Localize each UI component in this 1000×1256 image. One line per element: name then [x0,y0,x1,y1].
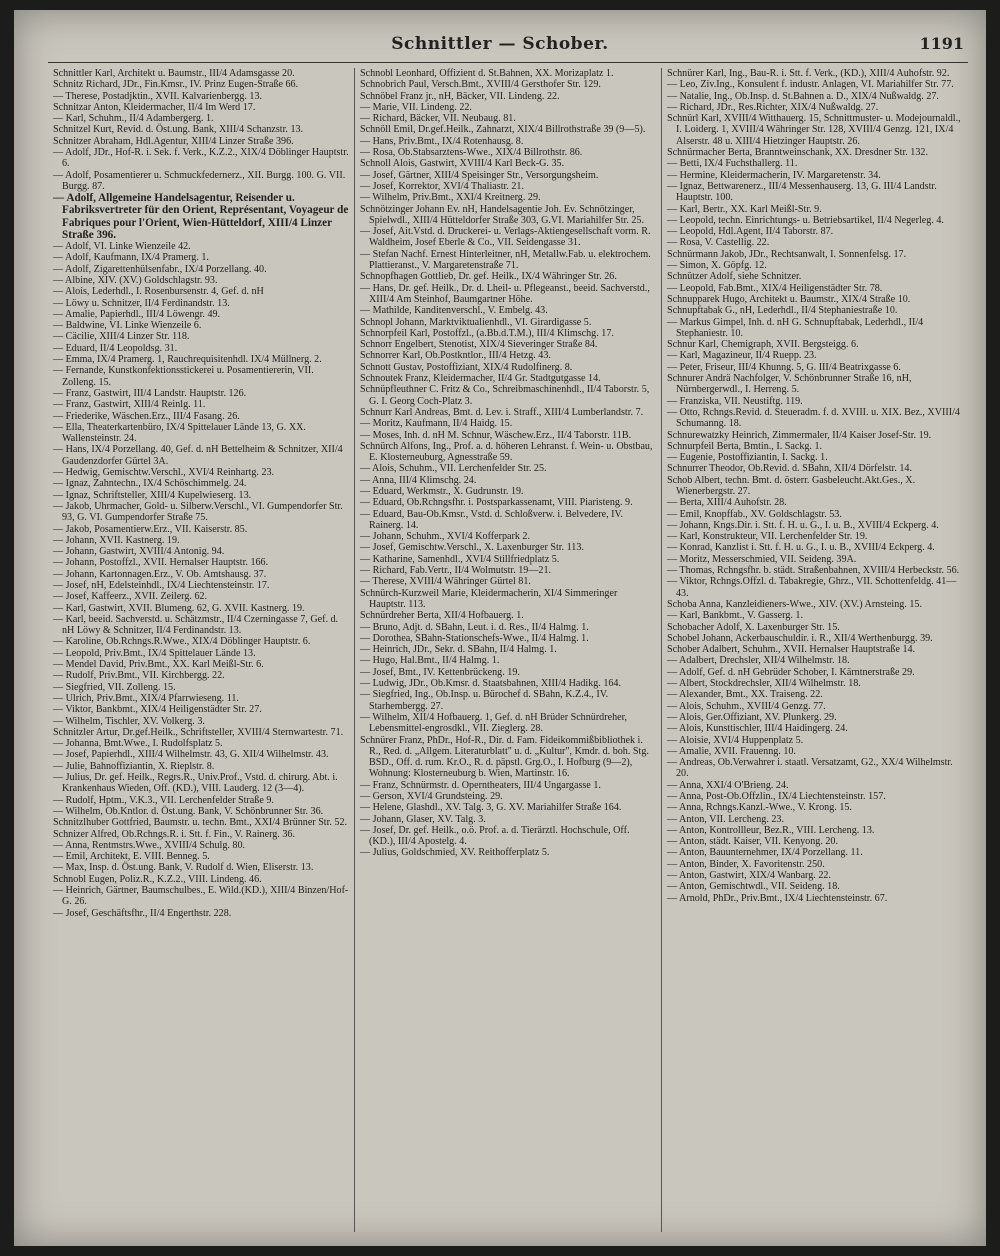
directory-entry: — Heinrich, JDr., Sekr. d. SBahn, II/4 Halmg. 1. [360,644,557,656]
directory-entry: — Alexander, Bmt., XX. Traiseng. 22. [667,689,823,701]
directory-entry: — Hans, IX/4 Porzellang. 40, Gef. d. nH Bettelheim & Schnitzer, XII/4 Gaudenzdorfer Gürtel 3A. [53,444,343,467]
directory-entry: — Josef, Geschäftsfhr., II/4 Engerthstr. 228. [53,907,232,919]
directory-entry: — Marie, VII. Lindeng. 22. [360,101,472,113]
directory-entry: — Cäcilie, XIII/4 Linzer Str. 118. [53,331,190,343]
directory-entry: — Karl, Bertr., XX. Karl Meißl-Str. 9. [667,203,822,215]
directory-entry: — Therese, XVIII/4 Währinger Gürtel 81. [360,576,531,588]
directory-entry: — Friederike, Wäschen.Erz., III/4 Fasang. 26. [53,410,240,422]
directory-entry: — Karoline, Ob.Rchngs.R.Wwe., XIX/4 Döblinger Hauptstr. 6. [53,636,311,648]
directory-entry: — Alois, Kunsttischler, III/4 Haidingerg. 24. [667,723,848,735]
directory-entry: — Anton, Gastwirt, XIX/4 Wanbarg. 22. [667,870,831,882]
directory-entry: — Wilhelm, Ob.Kntlor. d. Öst.ung. Bank, V. Schönbrunner Str. 36. [53,805,324,817]
directory-entry: Schnizer Alfred, Ob.Rchngs.R. i. Stt. f. Fin., V. Rainerg. 36. [53,828,295,840]
directory-entry: Schnützer Adolf, siehe Schnitzer. [667,271,802,283]
directory-entry: Schnurer Andrä Nachfolger, V. Schönbrunner Straße 16, nH, Nürnbergerwdl., I. Herreng. 5. [667,373,912,396]
directory-entry: Schnötzinger Johann Ev. nH, Handelsagentie Joh. Ev. Schnötzinger, Spielwdl., XIII/4 Hütteldorfer Straße 303, G.VI. Mariahilfer Str. 25. [360,203,644,226]
directory-entry: — Amalie, Papierhdl., III/4 Löwengr. 49. [53,308,221,320]
directory-entry: — Moritz, Kaufmann, II/4 Haidg. 15. [360,418,513,430]
directory-entry: — Ignaz, Schriftsteller, XIII/4 Kupelwieserg. 13. [53,489,252,501]
directory-entry: — Richard, Fab.Vertr., II/4 Wolmutstr. 19—21. [360,565,552,577]
directory-entry: — Adolf, VI. Linke Wienzeile 42. [53,241,191,253]
directory-entry: — Helene, Glashdl., XV. Talg. 3, G. XV. Mariahilfer Straße 164. [360,802,622,814]
directory-entry: Schnopfhagen Gottlieb, Dr. gef. Heilk., IX/4 Währinger Str. 26. [360,271,617,283]
directory-entry: — Ulrich, Priv.Bmt., XIX/4 Pfarrwieseng. 11. [53,692,239,704]
directory-entry: — Leopold, Fab.Bmt., XIX/4 Heiligenstädter Str. 78. [667,282,883,294]
directory-entry: — Dorothea, SBahn-Stationschefs-Wwe., II/4 Halmg. 1. [360,632,589,644]
directory-entry: — Thomas, Rchngsfhr. b. städt. Straßenbahnen, XVIII/4 Herbeckstr. 56. [667,565,960,577]
directory-entry: — Albert, Stockdrechsler, XII/4 Wilhelmstr. 18. [667,678,861,690]
directory-entry: — Wilhelm, XII/4 Hofbauerg. 1, Gef. d. nH Brüder Schnürdreher, Lebensmittel-engrosdkl., VII. Zieglerg. 28. [360,711,628,735]
page-header [14,34,986,64]
directory-entry: — Johann, Kngs.Dir. i. Stt. f. H. u. G., I. u. B., XVIII/4 Eckperg. 4. [667,519,939,531]
header-rule [48,62,968,63]
directory-entry: — Siegfried, VII. Zolleng. 15. [53,681,176,693]
directory-entry: Schnobl Eugen, Poliz.R., K.Z.2., VIII. Lindeng. 46. [53,873,262,885]
directory-entry: — Anton, Binder, X. Favoritenstr. 250. [667,858,825,870]
directory-entry: Schnupparek Hugo, Architekt u. Baumstr., XIX/4 Straße 10. [667,293,911,305]
directory-entry: — Therese, Postadjktin., XVII. Kalvarienbergg. 13. [53,90,263,102]
column-1 [48,68,355,1232]
directory-entry: Schnobl Leonhard, Offizient d. St.Bahnen, XX. Morizaplatz 1. [360,68,614,79]
directory-entry: — Hans, Dr. gef. Heilk., Dr. d. Lheil- u. Pflegeanst., beeid. Sachverstd., XIII/4 Am Steinhof, Baumgartner Höhe. [360,282,650,305]
directory-entry: — Hedwig, Gemischtw.Verschl., XVI/4 Reinhartg. 23. [53,467,275,479]
directory-entry: Schnitzel Kurt, Revid. d. Öst.ung. Bank, XIII/4 Schanzstr. 13. [53,124,304,136]
directory-entry: — Löwy u. Schnitzer, II/4 Ferdinandstr. 13. [53,297,230,309]
directory-entry: — Wilhelm, Priv.Bmt., XXI/4 Kreitnerg. 29. [360,192,541,204]
directory-entry: — Alois, Lederhdl., I. Rosenbursenstr. 4, Gef. d. nH [53,286,264,298]
directory-entry: — Baldwine, VI. Linke Wienzeile 6. [53,320,202,332]
directory-entry: Schoba Anna, Kanzleidieners-Wwe., XIV. (XV.) Arnsteing. 15. [667,598,922,610]
directory-entry: — Rudolf, Hptm., V.K.3., VII. Lerchenfelder Straße 9. [53,794,274,806]
directory-entry: — Josef, Gemischtw.Verschl., X. Laxenburger Str. 113. [360,542,584,554]
directory-entry: — Johann, Postoffzl., XVII. Hernalser Hauptstr. 166. [53,557,269,569]
directory-entry: — Ignaz, Bettwarenerz., III/4 Messenhauserg. 13, G. III/4 Landstr. Hauptstr. 100. [667,180,937,204]
directory-entry: — Johanna, Bmt.Wwe., I. Rudolfsplatz 5. [53,738,223,750]
directory-entry: — Johann, Kartonnagen.Erz., V. Ob. Amtshausg. 37. [53,568,267,580]
directory-entry: — Ludwig, JDr., Ob.Kmsr. d. Staatsbahnen, XIII/4 Hadikg. 164. [360,678,622,690]
directory-entry: — Emil, Architekt, E. VIII. Benneg. 5. [53,851,210,863]
directory-entry: — Johann, XVII. Kastnerg. 19. [53,534,180,546]
directory-entry: Schnitzler Artur, Dr.gef.Heilk., Schriftsteller, XVIII/4 Sternwartestr. 71. [53,726,344,738]
directory-entry: — Anton, VII. Lercheng. 23. [667,813,784,825]
directory-entry: — Amalie, XVII. Frauenng. 10. [667,745,796,757]
directory-entry: Schnur Karl, Chemigraph, XVII. Bergsteigg. 6. [667,339,859,351]
directory-entry: Schnürl Karl, XVIII/4 Witthauerg. 15, Schnittmuster- u. Modejournaldl., I. Loiderg. 1, XVIII/4 Währinger Str. 128, XVIII/4 Genzg. 121, IX/4 Alserstr. 48 u. XIII/4 Hietzinger Hauptstr. 26. [667,113,961,147]
directory-entry: Schnöbel Franz jr., nH, Bäcker, VII. Lindeng. 22. [360,90,560,102]
directory-entry: — Adalbert, Drechsler, XII/4 Wilhelmstr. 18. [667,655,850,667]
directory-entry: Schnopl Johann, Marktviktualienhdl., VI. Girardigasse 5. [360,316,592,328]
directory-entry: Schnorr Engelbert, Stenotist, XIX/4 Sieveringer Straße 84. [360,339,598,351]
directory-entry: — Johann, Schuhm., XVI/4 Kofferpark 2. [360,531,530,543]
directory-entry: — Leo, Ziv.Ing., Konsulent f. industr. Anlagen, VI. Mariahilfer Str. 77. [667,79,954,91]
directory-entry: Schnürmacher Berta, Branntweinschank, XX. Dresdner Str. 132. [667,147,928,159]
directory-entry: — Mendel David, Priv.Bmt., XX. Karl Meißl-Str. 6. [53,659,264,671]
directory-entry: Schnürdreher Berta, XII/4 Hofbauerg. 1. [360,610,524,622]
directory-entry: — Richard, Bäcker, VII. Neubaug. 81. [360,113,516,125]
directory-entry: — Karl, Gastwirt, XVII. Blumeng. 62, G. XVII. Kastnerg. 19. [53,602,305,614]
directory-entry: — Eduard, Bau-Ob.Kmsr., Vstd. d. Schloßverw. i. Belvedere, IV. Rainerg. 14. [360,508,624,531]
directory-entry: Schob Albert, techn. Bmt. d. österr. Gasbeleucht.Akt.Ges., X. Wienerbergstr. 27. [667,474,916,497]
directory-entry: — Adolf, Posamentierer u. Schmuckfedernerz., XII. Burgg. 100. G. VII. Burgg. 87. [53,169,346,192]
directory-entry: — Josef, Bmt., IV. Kettenbrückeng. 19. [360,666,520,678]
directory-entry: — Otto, Rchngs.Revid. d. Steueradm. f. d. XVIII. u. XIX. Bez., XVIII/4 Schumanng. 18. [667,406,960,430]
directory-entry: — Hugo, Hal.Bmt., II/4 Halmg. 1. [360,655,500,667]
directory-entry: — Anna, Rentmstrs.Wwe., XVIII/4 Schulg. 80. [53,839,246,851]
directory-entry: — Richard, JDr., Res.Richter, XIX/4 Nußwaldg. 27. [667,101,879,113]
directory-entry: — Adolf, Kaufmann, IX/4 Pramerg. 1. [53,252,209,264]
directory-entry: Schnürch-Kurzweil Marie, Kleidermacherin, XI/4 Simmeringer Hauptstr. 113. [360,587,618,610]
directory-entry: — Stefan Nachf. Ernest Hinterleitner, nH, Metallw.Fab. u. elektrochem. Plattieranst., V. Margaretenstraße 71. [360,248,651,272]
directory-entry: — Anna, Post-Ob.Offzlin., IX/4 Liechtensteinstr. 157. [667,791,886,802]
directory-entry: Schnüpfleuthner C. Fritz & Co., Schreibmaschinenhdl., II/4 Taborstr. 5, G. I. Georg Coch-Platz 3. [360,384,650,407]
directory-entry: Schnurpfeil Berta, Bmtin., I. Sackg. 1. [667,440,823,452]
directory-entry: — Josef, Papierhdl., XIII/4 Wilhelmstr. 43, G. XII/4 Wilhelmstr. 43. [53,749,329,761]
directory-entry: — Anton, Bauunternehmer, IX/4 Porzellang. 11. [667,847,863,859]
directory-page [14,10,986,1246]
column-3 [662,68,968,1232]
directory-entry: — Anna, Rchngs.Kanzl.-Wwe., V. Krong. 15. [667,802,852,814]
directory-entry: — Jakob, Posamentierw.Erz., VII. Kaiserstr. 85. [53,523,248,535]
directory-entry: — Alois, Ger.Offiziant, XV. Plunkerg. 29. [667,711,837,723]
directory-entry: Schnürer Franz, PhDr., Hof-R., Dir. d. Fam. Fideikommißbibliothek i. R., Red. d. „Allgem. Literaturblatt" u. d. „Kultur", Kmdr. d. boh. Stg. BSD., Off. d. rum. Kr.O., R. d. päpstl. Grg.O., I. Hofburg (9—2), Wohnung: Klosterneuburg b. Wien, Martinstr. 16. [360,734,649,780]
column-2 [355,68,662,1232]
directory-entry: Schnupftabak G., nH, Lederhdl., II/4 Stephaniestraße 10. [667,305,898,317]
directory-entry: — Siegfried, Ing., Ob.Insp. u. Bürochef d. SBahn, K.Z.4., IV. Starhembergg. 27. [360,689,609,712]
directory-entry: — Josef, Ait.Vstd. d. Druckerei- u. Verlags-Aktiengesellschaft vorm. R. Waldheim, Josef Eberle & Co., VII. Seidengasse 31. [360,226,651,249]
directory-entry: Schobel Johann, Ackerbauschuldir. i. R., XII/4 Werthenburgg. 39. [667,632,933,644]
directory-entry: — Emil, Knopffab., XV. Goldschlagstr. 53. [667,508,842,520]
directory-entry: — Moses, Inh. d. nH M. Schnur, Wäschew.Erz., II/4 Taborstr. 11B. [360,429,632,441]
directory-columns [48,68,968,1232]
directory-entry: — Peter, Friseur, III/4 Khunng. 5, G. III/4 Beatrixgasse 6. [667,361,901,373]
directory-entry: — Leopold, Hdl.Agent, II/4 Taborstr. 87. [667,226,834,238]
directory-entry: Schnittler Karl, Architekt u. Baumstr., III/4 Adamsgasse 20. [53,68,295,79]
directory-entry: Schnorrer Karl, Ob.Postkntlor., III/4 Hetzg. 43. [360,350,551,362]
directory-entry: — Adolf, Allgemeine Handelsagentur, Reisender u. Fabriksvertreter für den Orient, Représentant, Voyageur de Fabriques pour l'Orient, Wien-Hütteldorf, XIII/4 Linzer Straße 396. [53,192,349,241]
directory-entry: Schober Adalbert, Schuhm., XVII. Hernalser Hauptstraße 14. [667,644,916,656]
directory-entry: — Jakob, Uhrmacher, Gold- u. Silberw.Verschl., VI. Gumpendorfer Str. 93, G. VI. Gumpendorfer Straße 75. [53,500,343,524]
directory-entry: — Karl, Bankbmt., V. Gasserg. 1. [667,610,803,622]
directory-entry: — Emma, IX/4 Pramerg. 1, Rauchrequisitenhdl. IX/4 Müllnerg. 2. [53,354,322,366]
directory-entry: Schnöll Emil, Dr.gef.Heilk., Zahnarzt, XIX/4 Billrothstraße 39 (9—5). [360,124,646,136]
directory-entry: — Anton, städt. Kaiser, VII. Kenyong. 20. [667,836,838,848]
directory-entry: — Moritz, Messerschmied, VII. Seideng. 39A. [667,553,857,565]
directory-entry: — Alois, Schuhm., XVIII/4 Genzg. 77. [667,700,826,712]
directory-entry: — Markus Gimpel, Inh. d. nH G. Schnupftabak, Lederhdl., II/4 Stephaniestr. 10. [667,316,924,339]
directory-entry: — Eugenie, Postoffiziantin, I. Sackg. 1. [667,452,828,464]
directory-entry: — Karl, beeid. Sachverstd. u. Schätzmstr., II/4 Czerningasse 7, Gef. d. nH Löwy & Schnitzer, II/4 Ferdinandstr. 13. [53,613,339,637]
directory-entry: — Aloisie, XVI/4 Huppenplatz 5. [667,734,804,746]
directory-entry: — Arnold, PhDr., Priv.Bmt., IX/4 Liechtensteinstr. 67. [667,892,888,904]
directory-entry: — Julie, Bahnoffiziantin, X. Rieplstr. 8. [53,760,215,772]
directory-entry: — Anna, III/4 Klimschg. 24. [360,474,477,486]
directory-entry: — Andreas, Ob.Verwahrer i. staatl. Versatzamt, G2., XX/4 Wilhelmstr. 20. [667,757,953,780]
directory-entry: — Adolf, Zigarettenhülsenfabr., IX/4 Porzellang. 40. [53,263,267,275]
directory-entry: — Franz, Gastwirt, III/4 Landstr. Hauptstr. 126. [53,387,247,399]
directory-entry: — Hans, Priv.Bmt., IX/4 Rotenhausg. 8. [360,135,524,147]
directory-entry: — Simon, X. Göpfg. 12. [667,260,767,272]
directory-entry: — Albine, XIV. (XV.) Goldschlagstr. 93. [53,274,218,286]
directory-entry: — Konrad, Kanzlist i. Stt. f. H. u. G., I. u. B., XVIII/4 Eckperg. 4. [667,542,935,554]
directory-entry: — Bruno, Adjt. d. SBahn, Leut. i. d. Res., II/4 Halmg. 1. [360,621,589,633]
directory-entry: — Josef, Korrektor, XVI/4 Thaliastr. 21. [360,180,524,192]
directory-entry: — Josef, Dr. gef. Heilk., o.ö. Prof. a. d. Tierärztl. Hochschule, Off. (KD.), III/4 Apostelg. 4. [360,824,630,848]
directory-entry: Schnürmann Jakob, JDr., Rechtsanwalt, I. Sonnenfelsg. 17. [667,248,907,260]
directory-entry: — Heinrich, Gärtner, Baumschulbes., E. Wild.(KD.), XIII/4 Binzen/Hof-G. 26. [53,885,349,908]
page-number: 1191 [919,34,964,53]
directory-entry: — Betti, IX/4 Fuchsthallerg. 11. [667,158,798,170]
directory-entry: — Eduard, Ob.Rchngsfhr. i. Postsparkassenamt, VIII. Piaristeng. 9. [360,497,633,509]
directory-entry: — Josef, nH, Edelsteinhdl., IX/4 Liechtensteinstr. 17. [53,579,270,591]
directory-entry: — Max, Insp. d. Öst.ung. Bank, V. Rudolf d. Wien, Eliserstr. 13. [53,862,314,874]
running-head: Schnittler — Schober. [391,34,609,54]
directory-entry: — Natalie, Ing., Ob.Insp. d. St.Bahnen a. D., XIX/4 Nußwaldg. 27. [667,90,939,102]
directory-entry: — Alois, Schuhm., VII. Lerchenfelder Str. 25. [360,463,547,475]
directory-entry: Schnurrer Theodor, Ob.Revid. d. SBahn, XII/4 Dörfelstr. 14. [667,463,912,475]
directory-entry: — Rosa, Ob.Stabsarztens-Wwe., XIX/4 Billrothstr. 86. [360,147,583,159]
directory-entry: — Johann, Gastwirt, XVIII/4 Antonig. 94. [53,546,225,558]
directory-entry: — Fernande, Kunstkonfektionsstickerei u. Posamentiererin, VII. Zolleng. 15. [53,365,314,388]
directory-entry: — Josef, Gärtner, XIII/4 Speisinger Str., Versorgungsheim. [360,169,599,181]
directory-entry: — Anton, Kontrollleur, Bez.R., VIII. Lercheng. 13. [667,824,875,836]
directory-entry: — Viktor, Bankbmt., XIX/4 Heiligenstädter Str. 27. [53,704,262,716]
directory-entry: Schnürch Alfons, Ing., Prof. a. d. höheren Lehranst. f. Wein- u. Obstbau, E. Klosterneuburg, Agnesstraße 59. [360,440,653,464]
directory-entry: — Adolf, JDr., Hof-R. i. Sek. f. Verk., K.Z.2., XIX/4 Döblinger Hauptstr. 6. [53,147,349,170]
directory-entry: — Gerson, XVI/4 Grundsteing. 29. [360,791,503,802]
directory-entry: Schnoutek Franz, Kleidermacher, II/4 Gr. Stadtgutgasse 14. [360,373,601,385]
directory-entry: — Anna, XXI/4 O'Brieng. 24. [667,779,789,791]
directory-entry: Schobacher Adolf, X. Laxenburger Str. 15. [667,621,840,633]
directory-entry: Schnoll Alois, Gastwirt, XVIII/4 Karl Beck-G. 35. [360,158,565,170]
directory-entry: — Viktor, Rchngs.Offzl. d. Tabakregie, Ghrz., VII. Schottenfeldg. 41—43. [667,576,957,599]
directory-entry: — Julius, Goldschmied, XV. Reithofferplatz 5. [360,847,550,859]
directory-entry: — Franz, Schnürmstr. d. Operntheaters, III/4 Ungargasse 1. [360,779,601,791]
directory-entry: — Karl, Magazineur, II/4 Ruepp. 23. [667,350,817,362]
directory-entry: — Ignaz, Zahntechn., IX/4 Schöschimmelg. 24. [53,478,247,490]
directory-entry: — Mathilde, Kanditenverschl., V. Embelg. 43. [360,305,548,317]
directory-entry: — Ella, Theaterkartenbüro, IX/4 Spittelauer Lände 13, G. XX. Wallensteinstr. 24. [53,421,306,445]
directory-entry: — Franz, Gastwirt, XIII/4 Reinlg. 11. [53,399,206,411]
directory-entry: — Anton, Gemischtwdl., VII. Seideng. 18. [667,881,840,893]
directory-entry: Schnitzlhuber Gottfried, Baumstr. u. techn. Bmt., XXI/4 Brünner Str. 52. [53,817,348,829]
directory-entry: — Karl, Schuhm., II/4 Adambergerg. 1. [53,113,214,125]
directory-entry: — Adolf, Gef. d. nH Gebrüder Schober, I. Kärntnerstraße 29. [667,666,915,678]
directory-entry: Schnorpfeil Karl, Postoffzl., (a.Bb.d.T.M.), III/4 Klimschg. 17. [360,327,614,339]
directory-entry: — Julius, Dr. gef. Heilk., Regrs.R., Univ.Prof., Vstd. d. chirurg. Abt. i. Krankenhaus Wieden, Off. (KD.), VIII. Lauderg. 12 (3—4). [53,772,338,795]
directory-entry: — Franziska, VII. Neustiftg. 119. [667,395,803,407]
directory-entry: — Johann, Glaser, XV. Talg. 3. [360,813,486,825]
directory-entry: Schnitzer Abraham, Hdl.Agentur, XIII/4 Linzer Straße 396. [53,135,294,147]
directory-entry: Schnott Gustav, Postoffiziant, XIX/4 Rudolfinerg. 8. [360,361,573,373]
directory-entry: — Rudolf, Priv.Bmt., VII. Kirchbergg. 22. [53,670,225,682]
directory-entry: — Eduard, II/4 Leopoldsg. 31. [53,342,178,354]
directory-entry: — Berta, XIII/4 Auhofstr. 28. [667,497,787,509]
directory-entry: — Josef, Kaffeerz., XVII. Zeilerg. 62. [53,591,208,603]
directory-entry: — Leopold, Priv.Bmt., IX/4 Spittelauer Lände 13. [53,647,256,659]
directory-entry: — Wilhelm, Tischler, XV. Volkerg. 3. [53,715,205,727]
directory-entry: Schnurewatzky Heinrich, Zimmermaler, II/4 Kaiser Josef-Str. 19. [667,429,932,441]
directory-entry: Schnobrich Paul, Versch.Bmt., XVIII/4 Gersthofer Str. 129. [360,79,601,91]
directory-entry: — Rosa, V. Castellig. 22. [667,237,770,249]
directory-entry: Schnitzar Anton, Kleidermacher, II/4 Im Werd 17. [53,101,256,113]
directory-entry: — Katharine, Samenhdl., XVI/4 Stillfriedplatz 5. [360,553,560,565]
directory-entry: — Hermine, Kleidermacherin, IV. Margaretenstr. 34. [667,169,881,181]
directory-entry: Schnurr Karl Andreas, Bmt. d. Lev. i. Straff., XIII/4 Lumberlandstr. 7. [360,406,644,418]
directory-entry: Schnitz Richard, JDr., Fin.Kmsr., IV. Prinz Eugen-Straße 66. [53,79,299,91]
directory-entry: Schnürer Karl, Ing., Bau-R. i. Stt. f. Verk., (KD.), XIII/4 Auhofstr. 92. [667,68,950,79]
directory-entry: — Leopold, techn. Einrichtungs- u. Betriebsartikel, II/4 Negerleg. 4. [667,214,944,226]
directory-entry: — Eduard, Werkmstr., X. Gudrunstr. 19. [360,485,524,497]
directory-entry: — Karl, Konstrukteur, VII. Lerchenfelder Str. 19. [667,531,868,543]
